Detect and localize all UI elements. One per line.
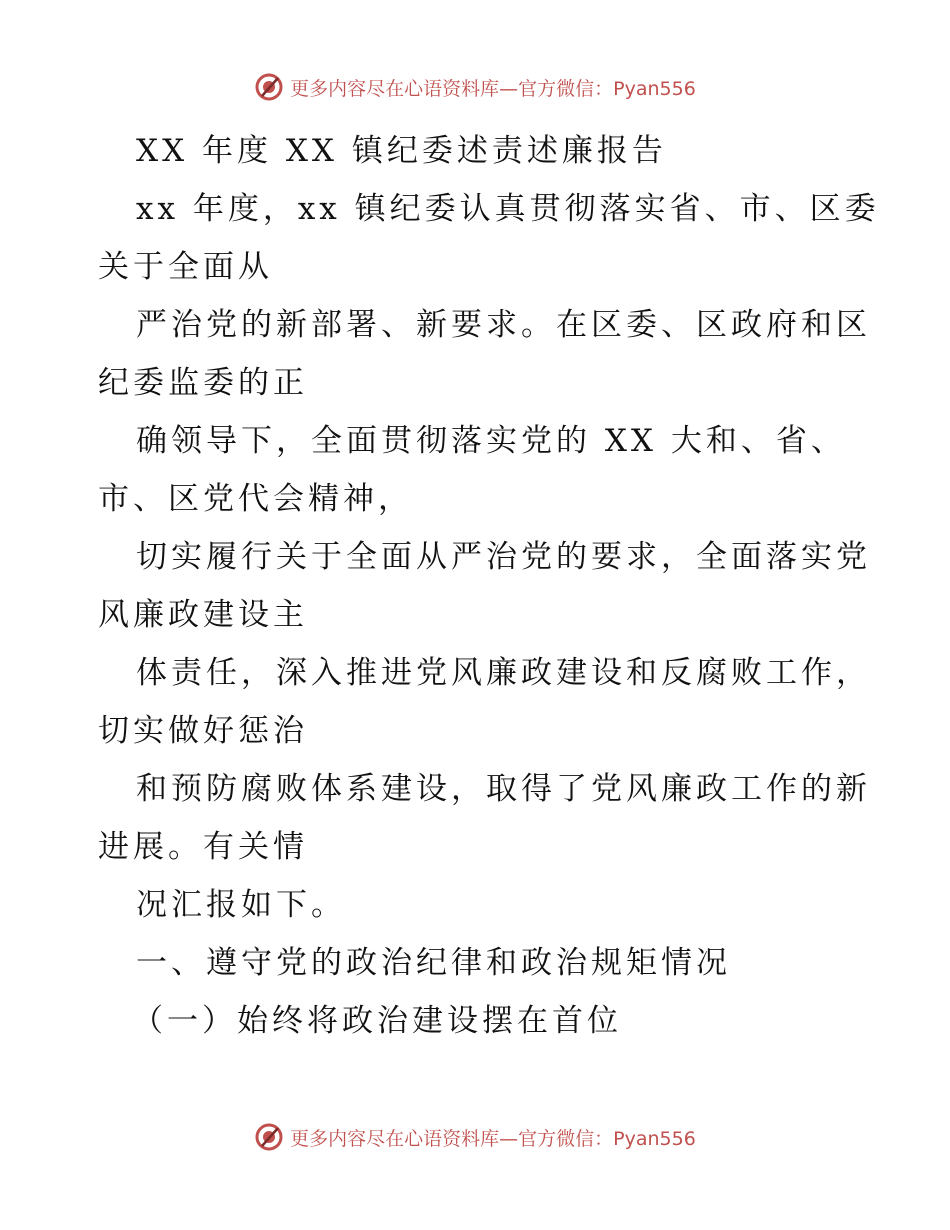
- subsection-heading: （一）始终将政治建设摆在首位: [132, 1003, 622, 1039]
- paragraph-line: 进展。有关情: [98, 829, 308, 865]
- watermark-separator: —: [499, 77, 519, 100]
- paragraph-line: 切实做好惩治: [98, 713, 308, 749]
- document-body: [98, 122, 880, 1050]
- paragraph-line: 切实履行关于全面从严治党的要求，全面落实党: [136, 539, 871, 575]
- paragraph-line: xx 年度，xx 镇纪委认真贯彻落实省、市、区委: [136, 191, 880, 227]
- watermark-separator: —: [499, 1127, 519, 1150]
- watermark-brand: 更多内容尽在心语资料库: [290, 1127, 500, 1150]
- watermark-contact: 官方微信：Pyan556: [518, 77, 696, 100]
- document-title: XX 年度 XX 镇纪委述责述廉报告: [136, 133, 667, 169]
- watermark-text: [290, 1124, 696, 1151]
- paragraph-line: 体责任，深入推进党风廉政建设和反腐败工作，: [136, 655, 871, 691]
- paragraph-line: 风廉政建设主: [98, 597, 308, 633]
- paragraph-line: 和预防腐败体系建设，取得了党风廉政工作的新: [136, 771, 871, 807]
- header-watermark: [0, 72, 950, 102]
- paragraph-line: 市、区党代会精神，: [98, 481, 413, 517]
- section-heading: 一、遵守党的政治纪律和政治规矩情况: [136, 945, 731, 981]
- quill-seal-icon: [254, 1122, 284, 1152]
- paragraph-line: 严治党的新部署、新要求。在区委、区政府和区: [136, 307, 871, 343]
- paragraph-line: 纪委监委的正: [98, 365, 308, 401]
- paragraph-line: 况汇报如下。: [136, 887, 346, 923]
- footer-watermark: [0, 1122, 950, 1152]
- paragraph-line: 确领导下，全面贯彻落实党的 XX 大和、省、: [136, 423, 846, 459]
- watermark-brand: 更多内容尽在心语资料库: [290, 77, 500, 100]
- watermark-contact: 官方微信：Pyan556: [518, 1127, 696, 1150]
- quill-seal-icon: [254, 72, 284, 102]
- watermark-text: [290, 74, 696, 101]
- paragraph-line: 关于全面从: [98, 249, 273, 285]
